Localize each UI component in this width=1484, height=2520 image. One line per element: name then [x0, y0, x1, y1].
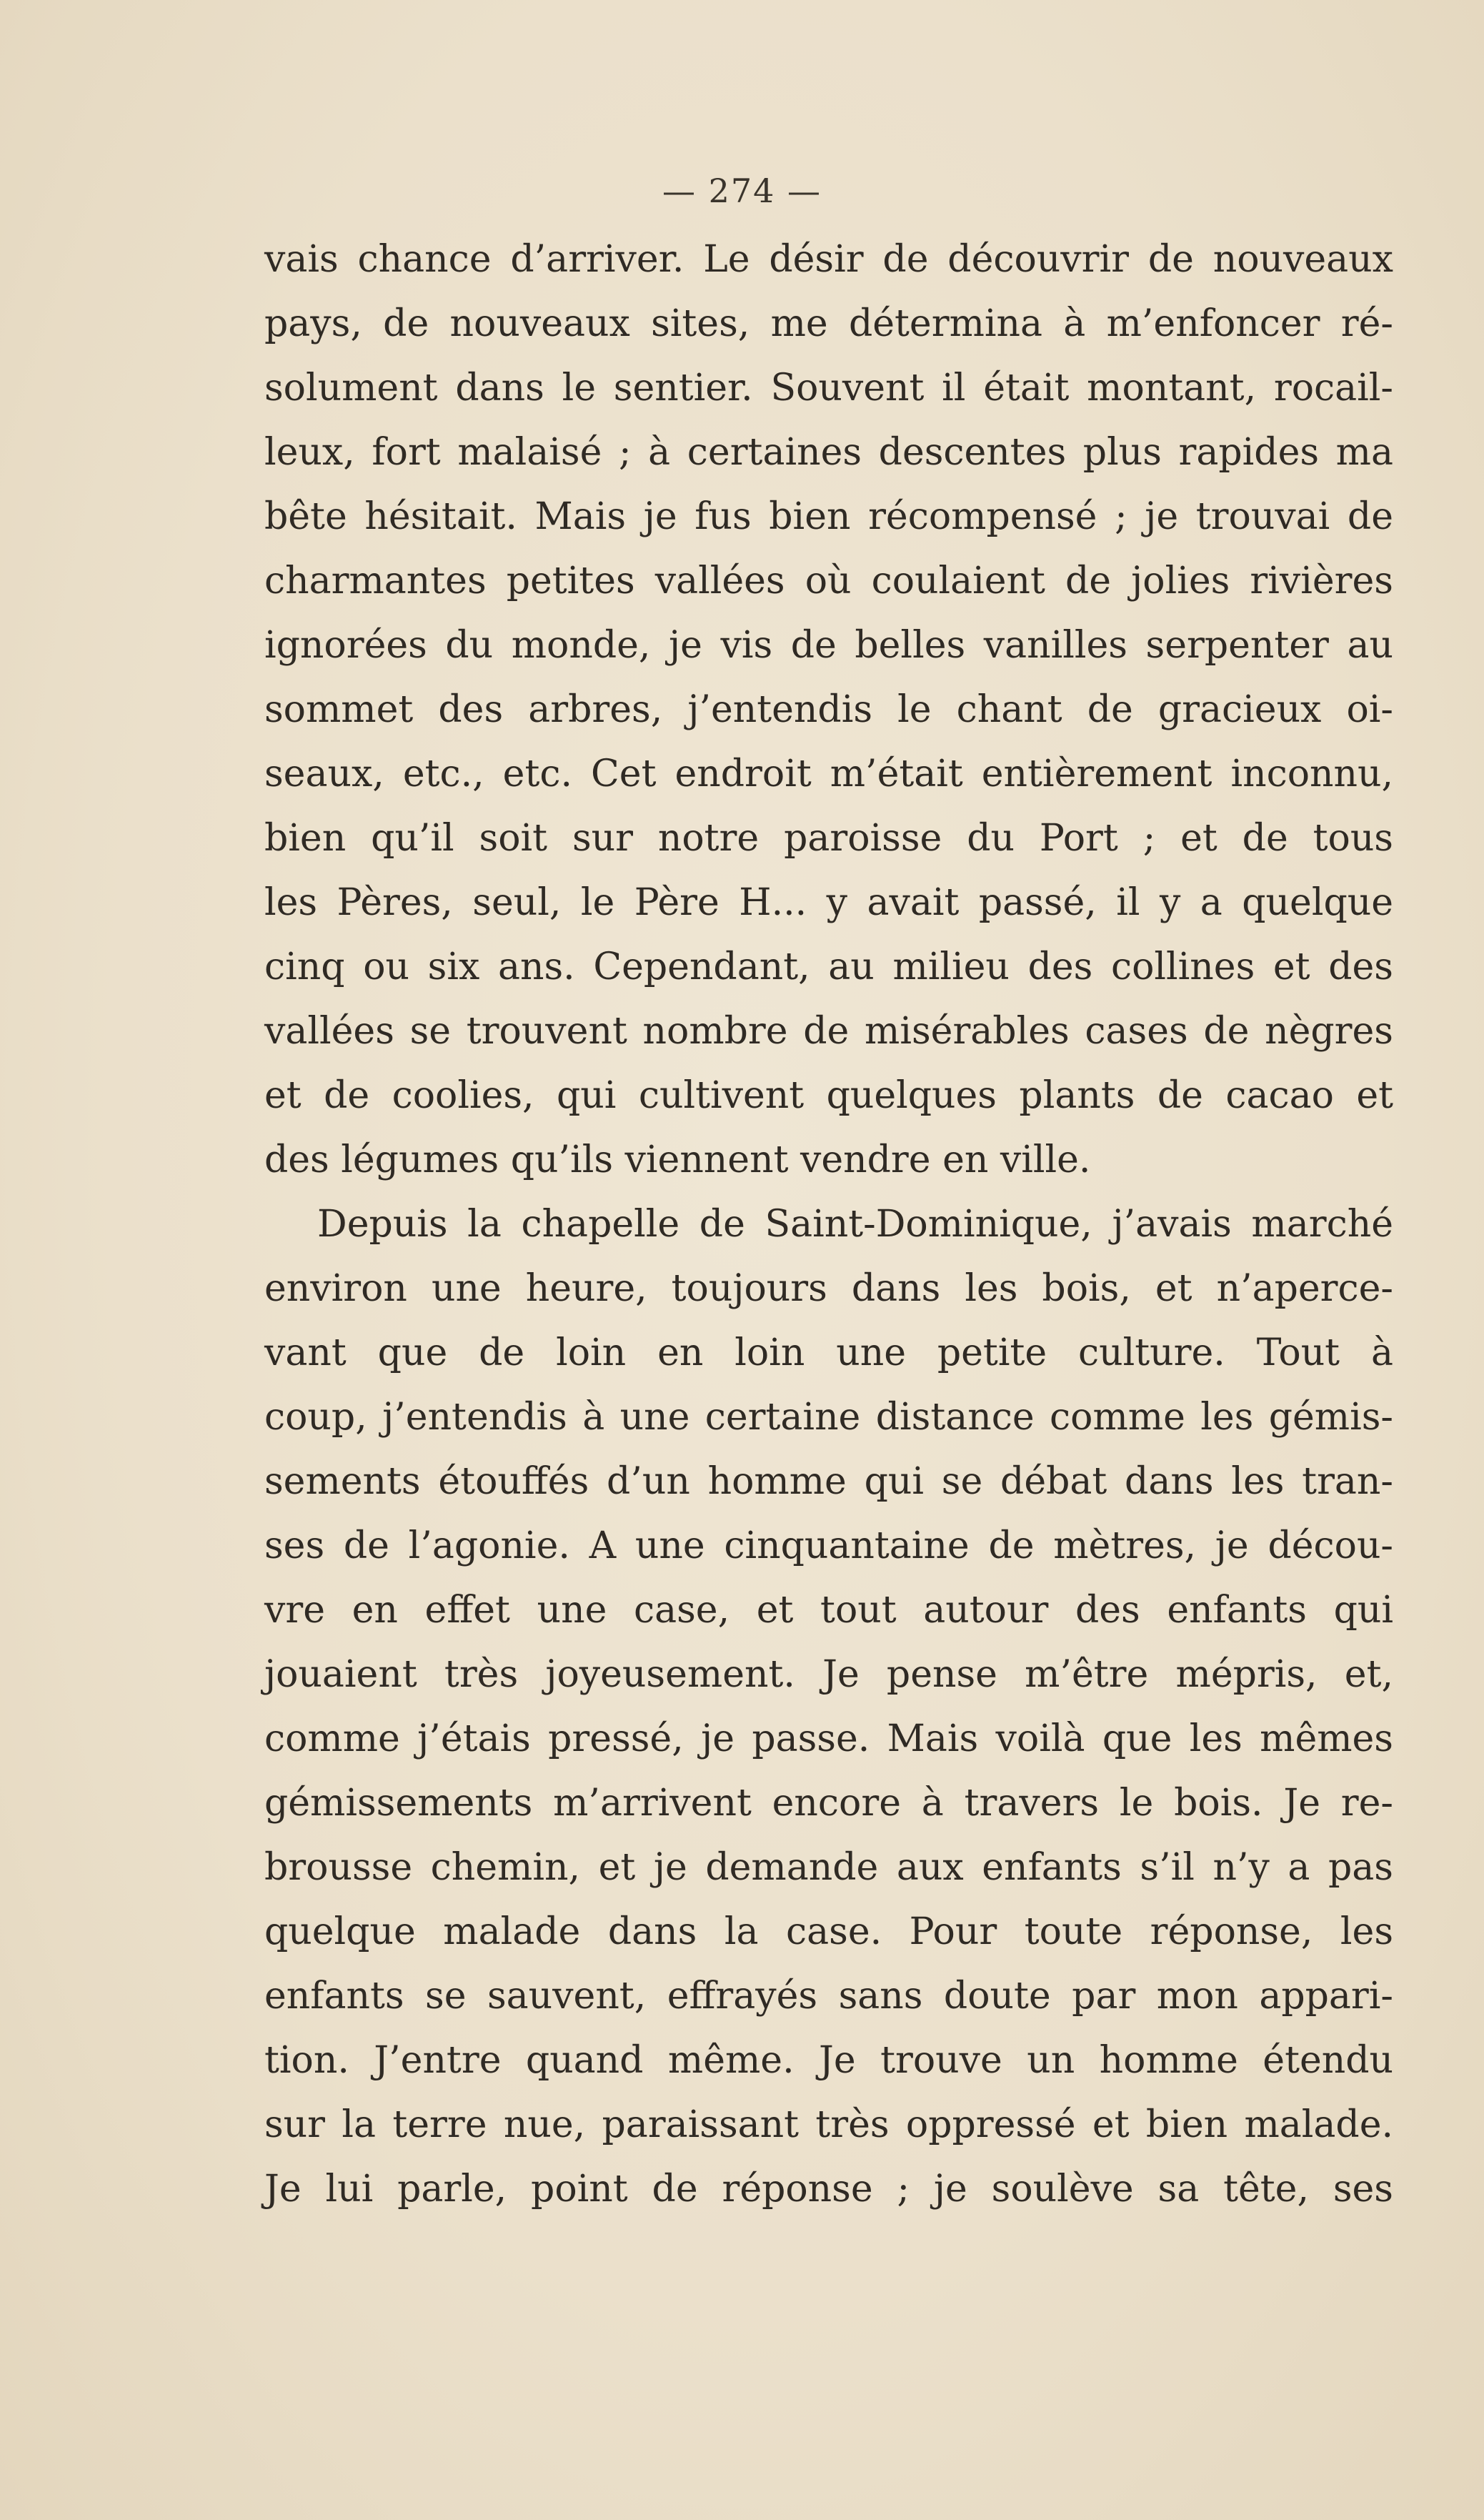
paragraph-2 [264, 1192, 1393, 2221]
text-line: quelque malade dans la case. Pour toute réponse, les [264, 1910, 1393, 1953]
text-line: sommet des arbres, j’entendis le chant de gracieux oi- [264, 688, 1393, 731]
page-number: — 274 — [662, 172, 822, 210]
text-line: les Pères, seul, le Père H... y avait passé, il y a quelque [264, 881, 1393, 924]
text-line: Depuis la chapelle de Saint-Dominique, j’avais marché [317, 1203, 1393, 1246]
text-line: enfants se sauvent, effrayés sans doute par mon appari- [264, 1975, 1393, 2018]
text-line: Je lui parle, point de réponse ; je soulève sa tête, ses [264, 2168, 1393, 2211]
text-line: seaux, etc., etc. Cet endroit m’était entièrement inconnu, [264, 753, 1393, 795]
text-line: bête hésitait. Mais je fus bien récompensé ; je trouvai de [264, 495, 1393, 538]
text-line: cinq ou six ans. Cependant, au milieu des collines et des [264, 946, 1393, 988]
text-line: leux, fort malaisé ; à certaines descentes plus rapides ma [264, 431, 1393, 474]
text-line: sements étouffés d’un homme qui se débat dans les tran- [264, 1460, 1393, 1503]
text-line: ignorées du monde, je vis de belles vanilles serpenter au [264, 624, 1393, 667]
text-line: ses de l’agonie. A une cinquantaine de mètres, je décou- [264, 1524, 1393, 1567]
text-line: vallées se trouvent nombre de misérables cases de nègres [264, 1010, 1393, 1053]
text-line: gémissements m’arrivent encore à travers le bois. Je re- [264, 1782, 1393, 1825]
text-line: jouaient très joyeusement. Je pense m’être mépris, et, [264, 1653, 1393, 1696]
text-line: sur la terre nue, paraissant très oppressé et bien malade. [264, 2103, 1393, 2146]
text-line: solument dans le sentier. Souvent il était montant, rocail- [264, 367, 1393, 410]
paragraph-1 [264, 227, 1393, 1192]
text-line: vre en effet une case, et tout autour des enfants qui [264, 1589, 1393, 1632]
text-line: environ une heure, toujours dans les bois, et n’aperce- [264, 1267, 1393, 1310]
text-line: coup, j’entendis à une certaine distance comme les gémis- [264, 1396, 1393, 1439]
text-line: comme j’étais pressé, je passe. Mais voilà que les mêmes [264, 1717, 1393, 1760]
text-line: tion. J’entre quand même. Je trouve un homme étendu [264, 2039, 1393, 2082]
body-text [264, 227, 1393, 2221]
text-line: charmantes petites vallées où coulaient de jolies rivières [264, 560, 1393, 602]
text-line: vant que de loin en loin une petite culture. Tout à [264, 1331, 1393, 1374]
text-line: bien qu’il soit sur notre paroisse du Port ; et de tous [264, 817, 1393, 860]
text-line: et de coolies, qui cultivent quelques plants de cacao et [264, 1074, 1393, 1117]
text-line: vais chance d’arriver. Le désir de découvrir de nouveaux [264, 238, 1393, 281]
text-line: pays, de nouveaux sites, me détermina à m’enfoncer ré- [264, 302, 1393, 345]
text-line: brousse chemin, et je demande aux enfants s’il n’y a pas [264, 1846, 1393, 1889]
text-line: des légumes qu’ils viennent vendre en ville. [264, 1139, 1091, 1181]
